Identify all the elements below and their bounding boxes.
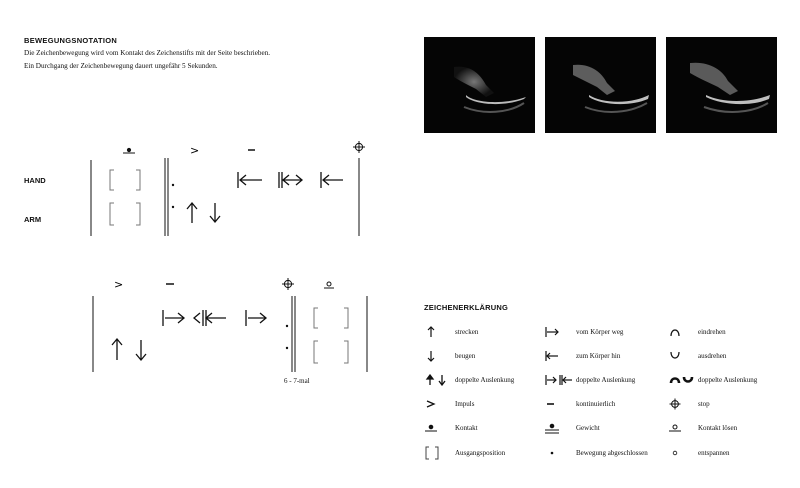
start-position-icon — [110, 203, 140, 225]
legend-title: ZEICHENERKLÄRUNG — [424, 303, 509, 312]
impulse-icon: > — [190, 144, 200, 157]
double-horizontal-icon — [279, 172, 302, 188]
movement-done-icon — [172, 206, 174, 208]
movement-done-icon — [286, 325, 288, 327]
double-horizontal-icon — [194, 310, 226, 326]
drawing-photo-1 — [424, 37, 535, 133]
arrow-up-icon — [112, 339, 122, 360]
intro-text — [24, 47, 354, 73]
page-title: BEWEGUNGSNOTATION — [24, 36, 118, 45]
intro-line-1: Die Zeichenbewegung wird vom Kontakt des Zeichenstifts mit der Seite beschrieben. — [24, 49, 271, 57]
stop-icon — [353, 141, 365, 153]
score-1 — [80, 140, 380, 240]
away-from-body-icon — [246, 310, 266, 326]
arrow-up-icon — [187, 203, 197, 223]
intro-line-2: Ein Durchgang der Zeichenbewegung dauert ungefähr 5 Sekunden. — [24, 62, 218, 70]
contact-icon — [123, 148, 135, 153]
drawing-photo-3 — [666, 37, 777, 133]
drawing-photo-2 — [545, 37, 656, 133]
score-2 — [82, 278, 382, 378]
start-position-icon — [314, 308, 348, 328]
arrow-down-icon — [136, 340, 146, 360]
legend: strecken vom Körper weg eindrehen beugen zum Körper hin ausdrehen doppelte Auslenkung doppelte Auslenkung doppelte Auslenkung Impuls kontinuierlich stop Kontakt Gewicht Kontakt lösen Ausgangsposition Bewegung abgeschlossen entspannen — [424, 326, 784, 466]
movement-done-icon — [172, 184, 174, 186]
start-position-icon — [110, 170, 140, 190]
stop-icon — [282, 278, 294, 290]
impulse-icon: > — [114, 278, 124, 291]
release-contact-icon — [324, 282, 334, 288]
row-label-arm: ARM — [24, 215, 42, 224]
away-from-body-icon — [163, 310, 184, 326]
arrow-down-icon — [210, 203, 220, 222]
row-label-hand: HAND — [24, 176, 46, 185]
toward-body-icon — [238, 172, 262, 188]
repeat-label: 6 - 7-mal — [284, 377, 310, 385]
start-position-icon — [314, 341, 348, 363]
toward-body-icon — [321, 172, 343, 188]
movement-done-icon — [286, 347, 288, 349]
